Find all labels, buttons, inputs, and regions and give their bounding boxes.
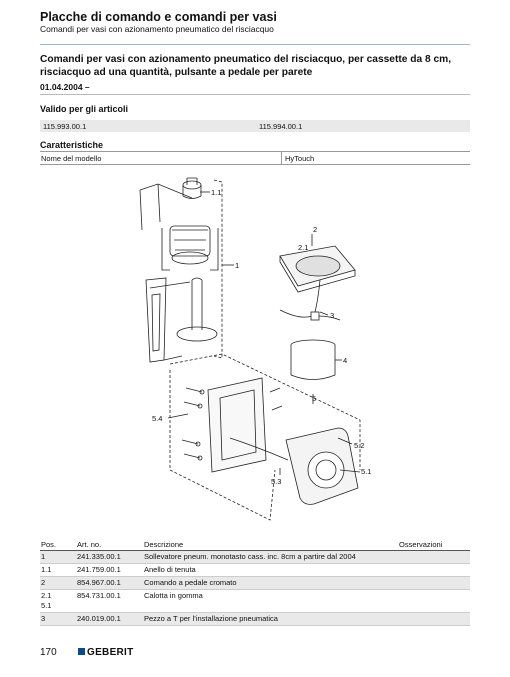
callout-label: 5	[312, 394, 317, 403]
article-cell: 241.335.00.1	[76, 551, 143, 564]
characteristics-heading: Caratteristiche	[40, 140, 104, 150]
table-row	[40, 613, 470, 626]
wall-bracket	[182, 378, 282, 472]
table-row	[40, 564, 470, 577]
notes-cell	[398, 577, 470, 590]
pos-cell: 1	[40, 551, 76, 564]
header-divider	[40, 44, 470, 45]
callout-label: 2.1	[298, 243, 309, 252]
page-number: 170	[40, 647, 57, 658]
table-row	[40, 551, 470, 564]
table-row	[40, 577, 470, 590]
pos-cell: 2	[40, 577, 76, 590]
notes-cell	[398, 564, 470, 577]
column-header: Osservazioni	[398, 538, 470, 551]
article-number: 115.994.00.1	[259, 122, 303, 131]
brand-logo	[78, 647, 134, 658]
article-cell: 854.967.00.1	[76, 577, 143, 590]
pos-cell: 2.1 5.1	[40, 590, 76, 613]
table-row	[40, 590, 470, 613]
description-cell: Calotta in gomma	[143, 590, 398, 613]
callout-label: 5.1	[361, 467, 372, 476]
leader-line	[168, 414, 188, 418]
article-cell: 240.019.00.1	[76, 613, 143, 626]
article-cell: 854.731.00.1	[76, 590, 143, 613]
date-divider	[40, 94, 470, 95]
characteristic-label: Nome del modello	[40, 152, 282, 165]
article-number: 115.993.00.1	[43, 122, 87, 131]
callout-label: 5.3	[271, 477, 282, 486]
characteristics-table	[40, 151, 470, 165]
notes-cell	[398, 551, 470, 564]
callout-label: 1.1	[211, 188, 222, 197]
description-cell: Pezzo a T per l’installazione pneumatica	[143, 613, 398, 626]
brand-square-icon	[78, 648, 85, 655]
brand-name: GEBERIT	[87, 647, 134, 658]
callout-label: 5.2	[354, 441, 365, 450]
callout-label: 5.4	[152, 414, 163, 423]
column-header: Descrizione	[143, 538, 398, 551]
description-cell: Anello di tenuta	[143, 564, 398, 577]
callout-label: 1	[235, 261, 240, 270]
pos-cell: 1.1	[40, 564, 76, 577]
valid-articles-row	[40, 120, 470, 132]
description-cell: Comando a pedale cromato	[143, 577, 398, 590]
callout-label: 4	[343, 356, 348, 365]
notes-cell	[398, 590, 470, 613]
column-header: Art. no.	[76, 538, 143, 551]
exploded-view-diagram	[130, 170, 390, 530]
column-header: Pos.	[40, 538, 76, 551]
valid-articles-heading: Valido per gli articoli	[40, 104, 129, 114]
page-title: Placche di comando e comandi per vasi	[40, 10, 277, 24]
notes-cell	[398, 613, 470, 626]
pos-cell: 3	[40, 613, 76, 626]
article-cell: 241.759.00.1	[76, 564, 143, 577]
parts-table	[40, 538, 470, 626]
leader-line	[320, 312, 328, 315]
validity-date: 01.04.2004 –	[40, 82, 90, 92]
parts-header-row	[40, 538, 470, 551]
pneumatic-lifter	[140, 178, 218, 362]
rubber-cap	[291, 340, 335, 380]
pedal-button	[280, 246, 355, 320]
section-title: Comandi per vasi con azionamento pneumatico del risciacquo, per cassette da 8 cm, risciacquo ad una quantità, pulsante a pedale per parete	[40, 54, 452, 78]
callout-label: 2	[313, 225, 318, 234]
description-cell: Sollevatore pneum. monotasto cass. inc. 8cm a partire dal 2004	[143, 551, 398, 564]
page-subtitle: Comandi per vasi con azionamento pneumatico del risciacquo	[40, 24, 274, 34]
characteristics-row	[40, 152, 470, 165]
characteristic-value: HyTouch	[282, 152, 471, 165]
callout-label: 3	[330, 311, 335, 320]
